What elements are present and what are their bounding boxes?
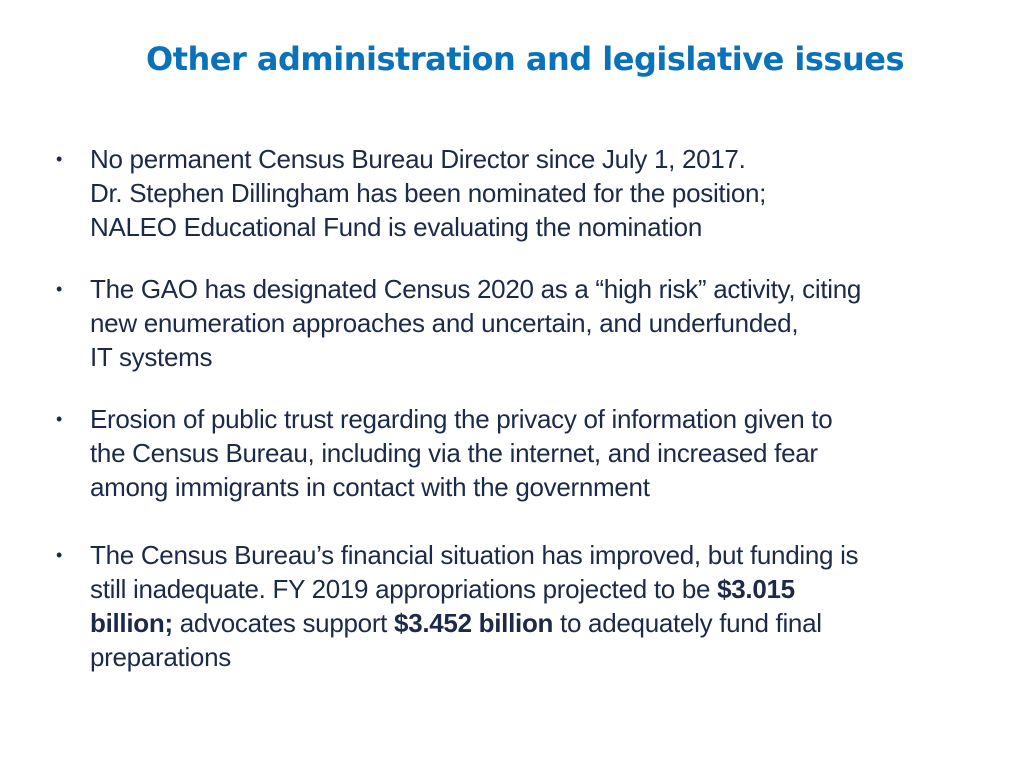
bullet-line: The Census Bureau’s financial situation has improved, but funding is — [90, 540, 859, 570]
text-run: to adequately fund final — [553, 608, 822, 638]
bullet-line — [90, 572, 956, 606]
funding-amount-unit: billion; — [90, 608, 173, 638]
bullet-line: among immigrants in contact with the government — [90, 472, 650, 502]
bullet-line: the Census Bureau, including via the internet, and increased fear — [90, 438, 818, 468]
bullet-marker: • — [56, 149, 63, 169]
text-run: still inadequate. FY 2019 appropriations projected to be — [90, 574, 718, 604]
bullet-line: preparations — [90, 642, 231, 672]
bullet-line: new enumeration approaches and uncertain, and underfunded, — [90, 308, 799, 338]
bullet-line: No permanent Census Bureau Director since July 1, 2017. — [90, 144, 746, 174]
bullet-line: IT systems — [90, 342, 213, 372]
bullet-marker: • — [56, 409, 63, 429]
slide-title: Other administration and legislative issues — [146, 40, 904, 78]
bullet-line: Erosion of public trust regarding the privacy of information given to — [90, 404, 833, 434]
text-run: advocates support — [172, 608, 395, 638]
bullet-line: The GAO has designated Census 2020 as a “high risk” activity, citing — [90, 274, 862, 304]
funding-amount-projected: $3.015 — [717, 574, 795, 604]
bullet-text — [90, 142, 956, 244]
bullet-text — [90, 402, 956, 504]
bullet-line: NALEO Educational Fund is evaluating the nomination — [90, 212, 702, 242]
bullet-marker: • — [56, 545, 63, 565]
funding-amount-advocated: $3.452 billion — [394, 608, 554, 638]
bullet-text — [90, 272, 956, 374]
bullet-text — [90, 538, 956, 674]
bullet-line: Dr. Stephen Dillingham has been nominated for the position; — [90, 178, 767, 208]
bullet-marker: • — [56, 279, 63, 299]
bullet-line — [90, 606, 956, 640]
